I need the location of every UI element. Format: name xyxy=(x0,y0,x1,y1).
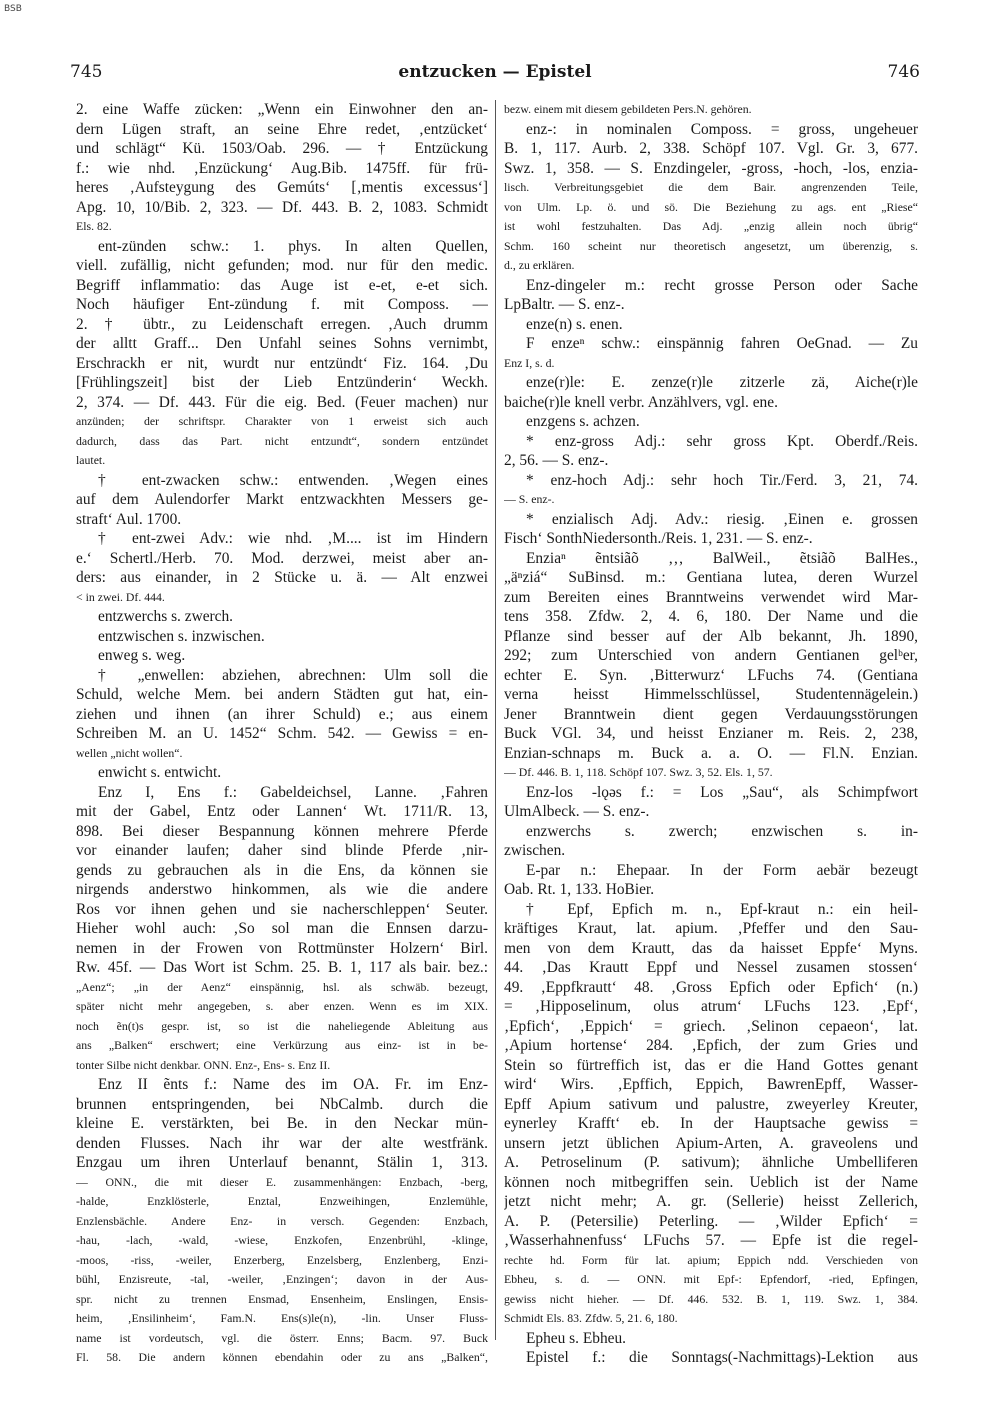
text-line: — S. enz-. xyxy=(504,492,555,506)
text-line: † „enwellen: abziehen, abrechnen: Ulm soll die xyxy=(98,666,488,684)
text-line: Enz I, s. d. xyxy=(504,355,555,370)
text-line: nirgends anderstwo hinkommen, als wie die andere xyxy=(76,881,488,898)
text-line: enwicht s. entwicht. xyxy=(98,764,222,781)
text-line: A. Petroselinum (P. sativum); ähnliche Umbelliferen xyxy=(504,1154,918,1171)
text-line: kleine E. verstärkten, bei Be. in den Neckar mün- xyxy=(76,1115,488,1132)
text-line: < in zwei. Df. 444. xyxy=(76,589,165,604)
text-line: ist wohl festzuhalten. Das Adj. „enzig allein noch übrig“ xyxy=(504,219,918,233)
text-line: enweg s. weg. xyxy=(98,647,186,664)
text-line: Noch häufiger Ent-zündung f. mit Composs. — xyxy=(76,296,488,313)
left-column xyxy=(76,100,488,1368)
text-line: enze(n) s. enen. xyxy=(526,315,623,333)
text-line: Epff Apium sativum und palustre, zweyerley Kreuter, xyxy=(504,1095,918,1113)
text-line: † ent-zwei Adv.: wie nhd. ‚M.... ist im Hindern xyxy=(98,530,488,547)
text-line: -moos, -riss, -weiler, Enzerberg, Enzelsberg, Enzlenberg, Enzi- xyxy=(76,1252,488,1267)
text-line: Hieher wohl auch: ‚So sol man die Ennsen darzu- xyxy=(76,920,488,937)
text-line: straft‘ Aul. 1700. xyxy=(76,510,182,528)
text-line: F enzeⁿ schw.: einspännig fahren OeGnad. — Zu xyxy=(526,335,918,352)
text-line: Enzlensbächle. Andere Enz- in versch. Gegenden: Enzbach, xyxy=(76,1213,488,1228)
text-line: 292; zum Unterschied von andern Gentianen gelᵇer, xyxy=(504,647,918,664)
text-line: von Ulm. Lp. ö. und sö. Die Beziehung zu ags. ent „Riese“ xyxy=(504,199,918,214)
text-line: — ONN., die mit dieser E. zusammenhängen: Enzbach, -berg, xyxy=(76,1174,488,1189)
text-line: ‚Epfich‘, ‚Eppich‘ = griech. ‚Selinon cepaeon‘, lat. xyxy=(504,1017,918,1035)
text-line: können noch mitbegriffen sein. Ueblich ist der Name xyxy=(504,1173,918,1191)
text-line: -hau, -lach, -wald, -wiese, Enzkofen, Enzenbrühl, -klinge, xyxy=(76,1233,488,1247)
text-line: denden Flusses. Nach ihr war der alte westfränk. xyxy=(76,1134,488,1152)
text-line: A. P. (Petersilie) Peterling. — ‚Wilder Epfich‘ = xyxy=(504,1212,918,1230)
text-line: 2. † übtr., zu Leidenschaft erregen. ‚Auch drumm xyxy=(76,315,488,333)
text-line: 44. ‚Das Krautt Eppf und Nessel zusamen stossen‘ xyxy=(504,959,918,976)
text-line: Els. 82. xyxy=(76,219,112,233)
text-line: [Frühlingszeit] bist der Lieb Entzünderin‘ Weckh. xyxy=(76,374,488,391)
text-line: enzgens s. achzen. xyxy=(526,413,640,430)
text-line: ziehen und ihnen (an ihrer Schuld) e.; aus einem xyxy=(76,705,488,723)
text-line: Oab. Rt. 1, 133. HoBier. xyxy=(504,881,655,898)
text-line: anzünden; der schriftspr. Charakter von 1 erweist sich auch xyxy=(76,414,488,428)
running-head: entzucken — Epistel xyxy=(398,62,592,82)
text-line: entzwerchs s. zwerch. xyxy=(98,608,234,625)
text-line: enze(r)le: E. zenze(r)le zitzerle zä, Aiche(r)le xyxy=(526,374,918,391)
library-stamp: BSB xyxy=(4,4,22,14)
text-line: echter E. Syn. ‚Bitterwurz‘ LFuchs 74. (Gentiana xyxy=(504,666,918,684)
text-line: zum Bereiten eines Branntweins verwendet wird Mar- xyxy=(504,588,918,606)
text-line: lautet. xyxy=(76,453,106,467)
text-line: d., zu erklären. xyxy=(504,258,575,272)
text-line: Epistel f.: die Sonntags(-Nachmittags)-Lektion aus xyxy=(526,1349,918,1366)
text-line: wellen „nicht wollen“. xyxy=(76,745,183,760)
text-line: heim, ‚Ensilinheim‘, Fam.N. Ens(s)le(n), -lin. Unser Fluss- xyxy=(76,1311,488,1325)
text-line: † ent-zwacken schw.: entwenden. ‚Wegen eines xyxy=(98,471,488,489)
column-divider xyxy=(495,100,496,1340)
text-line: Enzgau um ihren Unterlauf benannt, Stälin 1, 313. xyxy=(76,1154,488,1171)
text-line: Pflanze sind besser auf der Alb bekannt, Jh. 1890, xyxy=(504,627,918,645)
text-line: viell. zufällig, nicht gefunden; mod. nur für den medic. xyxy=(76,257,488,274)
text-line: und schlägt“ Kü. 1503/Oab. 296. — † Entzückung xyxy=(76,140,488,157)
text-line: ‚Wasserhahnenfuss‘ LFuchs 57. — Epfe ist die regel- xyxy=(504,1232,918,1249)
text-line: enzwerchs s. zwerch; enzwischen s. in- xyxy=(526,822,918,840)
text-line: — Df. 446. B. 1, 118. Schöpf 107. Swz. 3, 52. Els. 1, 57. xyxy=(504,765,773,779)
text-line: Enz I, Ens f.: Gabeldeichsel, Lanne. ‚Fahren xyxy=(98,783,488,801)
text-line: * enzialisch Adj. Adv.: riesig. ‚Einen e. grossen xyxy=(526,510,918,528)
text-line: * enz-gross Adj.: sehr gross Kpt. Oberdf./Reis. xyxy=(526,432,918,450)
text-line: -halde, Enzklösterle, Enztal, Enzweihingen, Enzlemühle, xyxy=(76,1194,488,1208)
text-line: ent-zünden schw.: 1. phys. In alten Quellen, xyxy=(98,237,488,255)
text-line: unsern jetzt üblichen Apium-Arten, A. graveolens und xyxy=(504,1134,918,1152)
text-line: Apg. 10, 10/Bib. 2, 323. — Df. 443. B. 2, 1083. Schmidt xyxy=(76,198,488,216)
text-line: gends zu gebrauchen als in die Ens, da können sie xyxy=(76,861,488,879)
text-line: Jener Branntwein dient gegen Verdauungsstörungen xyxy=(504,705,918,723)
text-line: Schreiben M. an U. 1452“ Schm. 542. — Gewiss = en- xyxy=(76,725,488,742)
text-line: noch ẽn(t)s gespr. ist, so ist die naheliegende Ableitung aus xyxy=(76,1018,488,1033)
text-line: bezw. einem mit diesem gebildeten Pers.N. gehören. xyxy=(504,102,752,116)
text-line: Buck VGl. 34, und heisst Enzianer m. Reis. 2, 238, xyxy=(504,725,918,742)
text-line: Ebheu, s. d. — ONN. mit Epf-: Epfendorf, -ried, Epfingen, xyxy=(504,1272,918,1286)
text-line: später nicht mehr angegeben, s. aber enzen. Wenn es im XIX. xyxy=(76,999,488,1013)
text-line: Fl. 58. Die andern können ebendahin oder zu ans „Balken“, xyxy=(76,1350,488,1364)
text-line: dadurch, dass das Part. nicht entzundt“, sondern entzündet xyxy=(76,433,488,448)
text-line: e.‘ Schertl./Herb. 70. Mod. derzwei, meist aber an- xyxy=(76,549,488,567)
text-line: Schmidt Els. 83. Zfdw. 5, 21. 6, 180. xyxy=(504,1311,678,1325)
text-line: name ist vordeutsch, vgl. die österr. Enns; Bacm. 97. Buck xyxy=(76,1330,488,1345)
text-line: Schuld, welche Mem. bei andern Städten gut hat, ein- xyxy=(76,686,488,703)
text-line: men von dem Krautt, das da haisset Eppfe‘ Myns. xyxy=(504,939,918,957)
text-line: verna heisst Himmelsschlüssel, Studentennägelein.) xyxy=(504,686,918,703)
text-line: rechte hd. Form für lat. apium; Eppich ndd. Verschieden von xyxy=(504,1252,918,1267)
page-number-right: 746 xyxy=(887,62,920,82)
text-line: kräftiges Kraut, lat. apium. ‚Pfeffer und den Sau- xyxy=(504,920,918,937)
text-line: wird‘ Wirs. ‚Epffich, Eppich, BawrenEpff, Wasser- xyxy=(504,1076,918,1093)
text-line: E-par n.: Ehepaar. In der Form aebär bezeugt xyxy=(526,861,918,879)
text-line: der alltt Graff... Den Unfahl seines Sohns vernimbt, xyxy=(76,335,488,352)
text-line: entzwischen s. inzwischen. xyxy=(98,627,265,645)
text-line: ders: aus einander, in 2 Stücke u. ä. — Alt enzwei xyxy=(76,569,488,586)
text-line: dern Lügen straft, an seine Ehre redet, ‚entzücket‘ xyxy=(76,120,488,138)
text-line: † Epf, Epfich m. n., Epf-kraut n.: ein heil- xyxy=(526,900,918,918)
text-line: auf dem Aulendorfer Markt entzwackhten Messers ge- xyxy=(76,491,488,508)
text-line: mit der Gabel, Entz oder Lannen‘ Wt. 1711/R. 13, xyxy=(76,803,488,820)
text-line: Erschrackh er nit, wurdt nur entzündt‘ Fiz. 164. ‚Du xyxy=(76,354,488,372)
text-line: Enz II ẽnts f.: Name des im OA. Fr. im Enz- xyxy=(98,1076,488,1093)
text-line: Ros vor ihnen gehen und sie nacherschleppen‘ Seuter. xyxy=(76,900,488,918)
text-line: lisch. Verbreitungsgebiet die dem Bair. angrenzenden Teile, xyxy=(504,180,918,194)
text-line: eynerley Krafft‘ eb. In der Hauptsache gewiss = xyxy=(504,1115,918,1132)
page-header xyxy=(70,62,920,86)
text-line: baiche(r)le knell verbr. Anzählvers, vgl. ene. xyxy=(504,393,778,411)
text-line: spr. nicht zu trennen Ensmad, Ensenheim, Enslingen, Ensis- xyxy=(76,1291,488,1306)
text-line: „äⁿziá“ SuBinsd. m.: Gentiana lutea, deren Wurzel xyxy=(504,569,918,586)
page-number-left: 745 xyxy=(70,62,103,82)
text-line: Fisch‘ SonthNiedersonth./Reis. 1, 231. — S. enz-. xyxy=(504,530,813,547)
text-line: ‚Apium hortense‘ 284. ‚Epfich, der zum Gries und xyxy=(504,1037,918,1054)
text-line: UlmAlbeck. — S. enz-. xyxy=(504,803,650,820)
text-line: Swz. 1, 358. — S. Enzdingeler, -gross, -hoch, -los, enzia- xyxy=(504,159,918,177)
text-line: „Aenz“; „in der Aenz“ einspännig, hsl. als schwäb. bezeugt, xyxy=(76,979,488,994)
text-line: Rw. 45f. — Das Wort ist Schm. 25. B. 1, 117 als bair. bez.: xyxy=(76,959,488,976)
text-line: Enz-dingeler m.: recht grosse Person oder Sache xyxy=(526,276,918,294)
text-line: enz-: in nominalen Composs. = gross, ungeheuer xyxy=(526,120,918,138)
text-line: jetzt nicht mehr; A. gr. (Sellerie) heisst Zellerich, xyxy=(504,1193,918,1210)
text-line: LpBaltr. — S. enz-. xyxy=(504,296,625,313)
text-line: 2, 56. — S. enz-. xyxy=(504,452,609,469)
text-line: Schm. 160 scheint nur theoretisch angesetzt, um überenzig, s. xyxy=(504,238,918,253)
text-line: tens 358. Zfdw. 2, 4. 6, 180. Der Name und die xyxy=(504,608,918,625)
text-line: tonter Silbe nicht denkbar. ONN. Enz-, Ens- s. Enz II. xyxy=(76,1057,331,1072)
text-line: ans „Balken“ erschwert; eine Verkürzung aus einz- ist in be- xyxy=(76,1038,488,1052)
text-line: 2, 374. — Df. 443. Für die eig. Bed. (Feuer machen) nur xyxy=(76,393,488,411)
text-line: 49. ‚Eppfkrautt‘ 48. ‚Gross Epfich oder Epfich‘ (n.) xyxy=(504,978,918,996)
text-line: = ‚Hipposelinum, olus atrum‘ LFuchs 123. ‚Epf‘, xyxy=(504,998,918,1015)
text-line: Stein so fürtreffich ist, das er die Hand Gottes genant xyxy=(504,1056,918,1074)
text-line: zwischen. xyxy=(504,842,566,859)
text-line: f.: wie nhd. ‚Enzückung‘ Aug.Bib. 1475ff. für frü- xyxy=(76,159,488,177)
text-line: Enz-los -lǫǝs f.: = Los „Sau“, als Schimpfwort xyxy=(526,783,918,801)
text-line: gewiss nicht hieher. — Df. 446. 532. B. 1, 119. Swz. 1, 384. xyxy=(504,1291,918,1306)
text-line: nemen in der Frowen von Rottmünster Holzern‘ Birl. xyxy=(76,939,488,957)
text-line: heres ‚Aufsteygung des Gemúts‘ [‚mentis excessus‘] xyxy=(76,179,488,196)
text-line: Enziaⁿ ẽntsiãõ ‚‚‚ BalWeil., ẽtsiãõ BalHes., xyxy=(526,549,918,567)
text-line: Epheu s. Ebheu. xyxy=(526,1329,627,1347)
text-line: brunnen entspringenden, bei NbCalmb. durch die xyxy=(76,1095,488,1113)
text-line: Begriff inflammatio: das Auge ist e-et, e-et sich. xyxy=(76,276,488,294)
text-line: B. 1, 117. Aurb. 2, 338. Schöpf 107. Vgl. Gr. 3, 677. xyxy=(504,140,918,157)
right-column xyxy=(504,100,918,1368)
text-line: Enzian-schnaps m. Buck a. a. O. — Fl.N. Enzian. xyxy=(504,744,918,762)
text-line: 898. Bei dieser Bespannung können mehrere Pferde xyxy=(76,822,488,840)
text-line: vor einander laufen; daher sind blinde Pferde ‚nir- xyxy=(76,842,488,859)
text-line: 2. eine Waffe zücken: „Wenn ein Einwohner den an- xyxy=(76,101,488,118)
text-line: * enz-hoch Adj.: sehr hoch Tir./Ferd. 3, 21, 74. xyxy=(526,471,918,489)
text-line: bühl, Enzisreute, -tal, -weiler, ‚Enzingen‘; davon in der Aus- xyxy=(76,1272,488,1286)
